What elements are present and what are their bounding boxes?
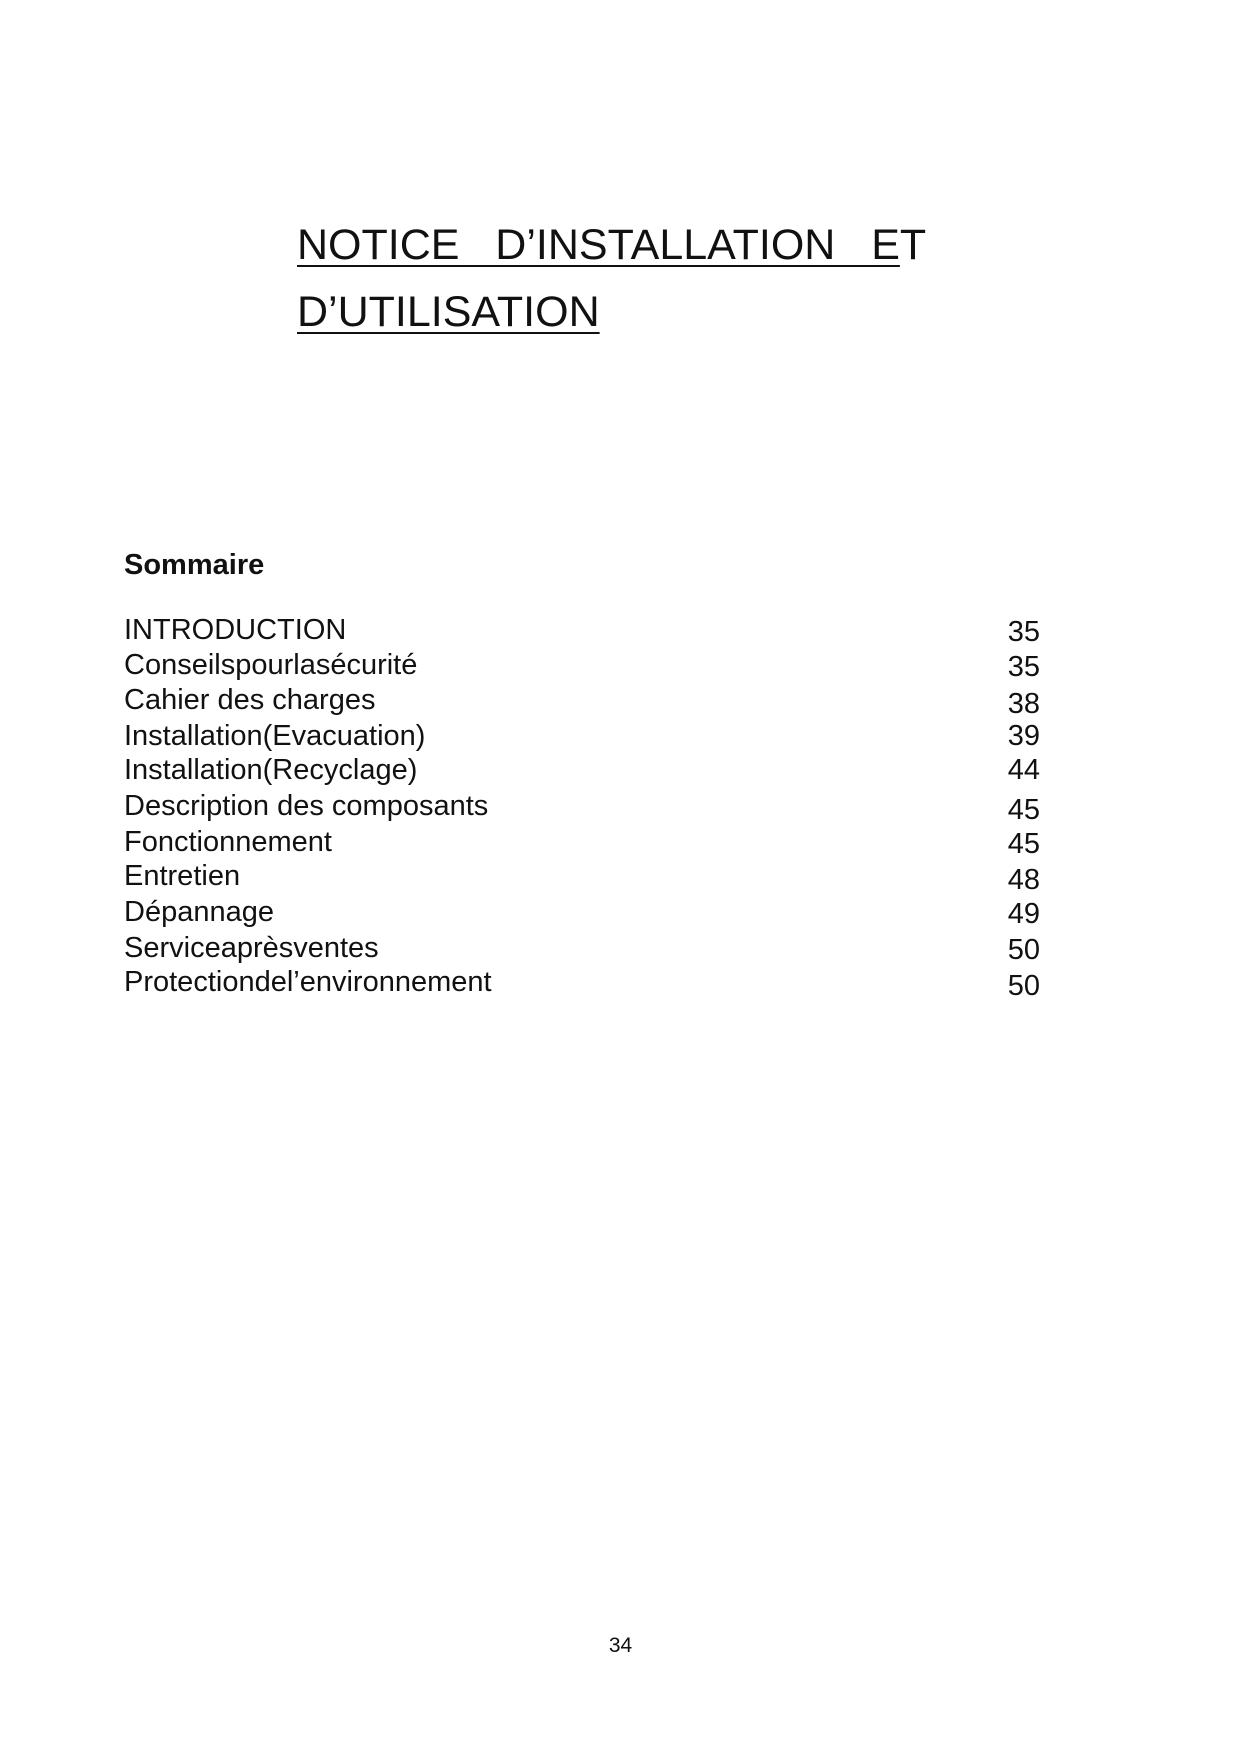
toc-entry (124, 718, 1040, 754)
toc-entry-page: 38 (1007, 688, 1040, 720)
toc-heading: Sommaire (124, 549, 265, 581)
title-line-2: D’UTILISATION (297, 288, 600, 336)
toc-entry (124, 612, 1040, 648)
toc-entry-label: Fonctionnement (124, 826, 332, 858)
toc-entry-label: INTRODUCTION (124, 614, 347, 646)
toc-entry (124, 858, 1040, 894)
toc-entry-label: Protectiondel’environnement (124, 966, 492, 998)
toc-entry-label: Cahier des charges (124, 684, 376, 716)
toc-entry-label: Entretien (124, 860, 241, 892)
toc-entry-page: 48 (1007, 864, 1040, 896)
page-number: 34 (608, 1634, 633, 1657)
document-title (297, 212, 957, 346)
toc-entry-page: 49 (1007, 898, 1040, 930)
toc-entry-page: 45 (1007, 828, 1040, 860)
toc-entry (124, 824, 1040, 860)
toc-entry-page: 39 (1007, 720, 1040, 752)
toc-entry-page: 35 (1007, 651, 1040, 683)
toc-entry-label: Serviceaprèsventes (124, 932, 379, 964)
toc-entry-label: Installation(Evacuation) (124, 720, 426, 752)
toc-entry (124, 647, 1040, 683)
toc-entry-page: 44 (1007, 754, 1040, 786)
toc-entry-label: Dépannage (124, 896, 274, 928)
toc-entry (124, 894, 1040, 930)
toc-entry-page: 50 (1007, 970, 1040, 1002)
toc-entry (124, 930, 1040, 966)
title-line-1-rest: T (899, 221, 927, 269)
toc-entry-page: 45 (1007, 794, 1040, 826)
toc-entry-page: 35 (1007, 616, 1040, 648)
toc-entry (124, 964, 1040, 1000)
toc-entry (124, 788, 1040, 824)
title-line-1 (297, 212, 957, 279)
toc-entry (124, 682, 1040, 718)
toc-entry-page: 50 (1007, 934, 1040, 966)
toc-entry (124, 752, 1040, 788)
title-line-1-underlined: NOTICE D’INSTALLATION E (297, 221, 900, 269)
toc-entry-label: Conseilspourlasécurité (124, 649, 418, 681)
toc-entry-label: Description des composants (124, 790, 489, 822)
toc-entry-label: Installation(Recyclage) (124, 754, 418, 786)
